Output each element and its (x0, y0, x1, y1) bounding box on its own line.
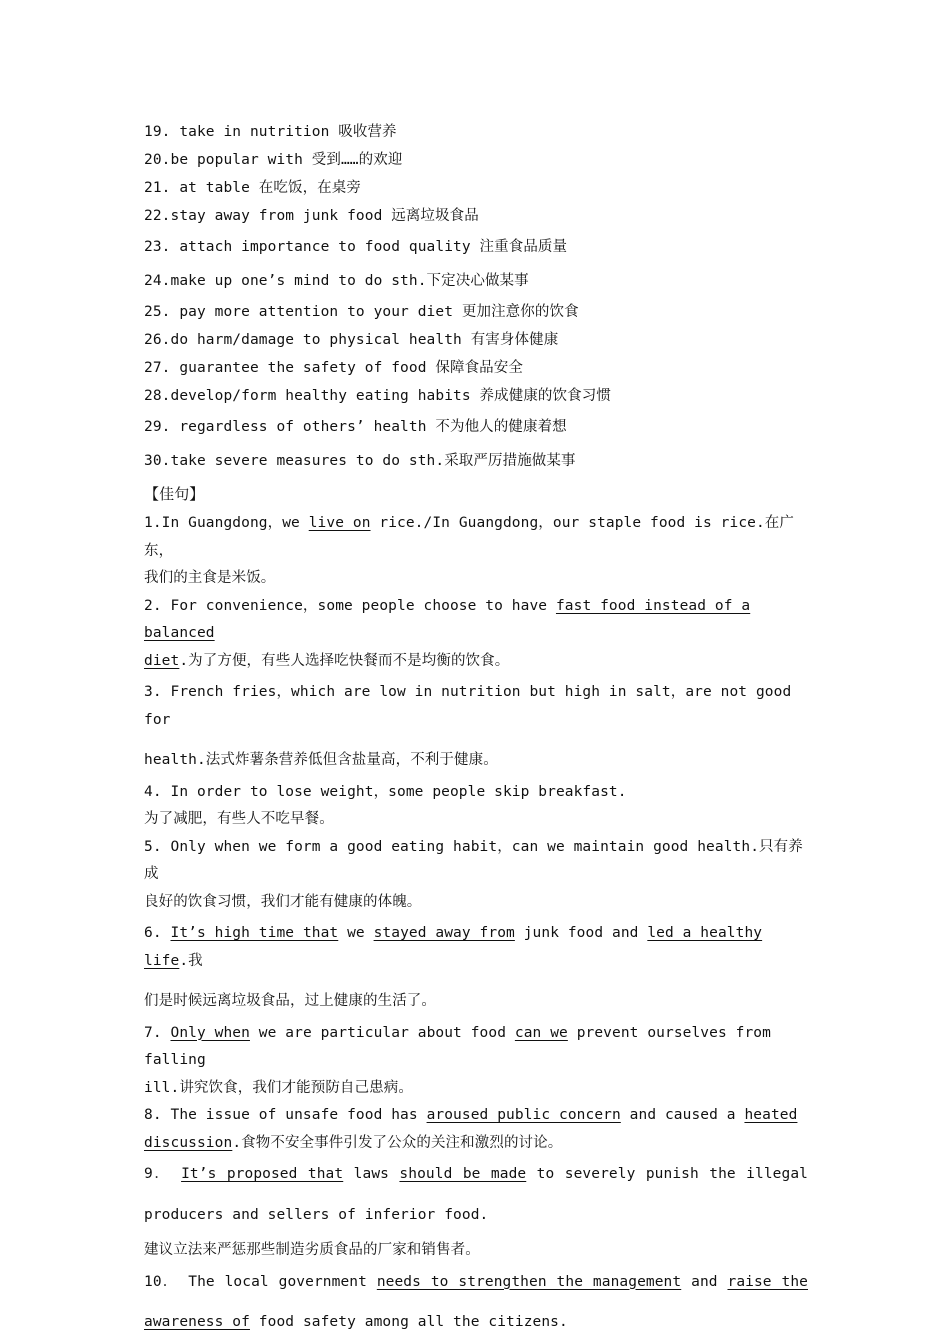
text: health.法式炸薯条营养低但含盐量高，不利于健康。 (144, 752, 498, 768)
text: .食物不安全事件引发了公众的关注和激烈的讨论。 (232, 1134, 563, 1151)
underlined-phrase: It’s high time that (170, 925, 339, 941)
sentence-7 (144, 1020, 808, 1103)
sentence-8 (144, 1102, 808, 1157)
text: laws (343, 1166, 400, 1182)
underlined-phrase: live on (308, 515, 371, 531)
text: 们是时候远离垃圾食品，过上健康的生活了。 (144, 993, 436, 1009)
text: producers and sellers of inferior food. (144, 1206, 489, 1223)
text: 为了减肥，有些人不吃早餐。 (144, 811, 334, 827)
phrase-item: 27. guarantee the safety of food 保障食品安全 (144, 360, 523, 376)
text: 建议立法来严惩那些制造劣质食品的厂家和销售者。 (144, 1242, 480, 1258)
justified-line (144, 1161, 808, 1189)
text: 我们的主食是米饭。 (144, 570, 276, 586)
text: 10． The local government (144, 1273, 377, 1290)
phrase-item: 22.stay away from junk food 远离垃圾食品 (144, 208, 479, 224)
phrase-item: 25. pay more attention to your diet 更加注意你的饮食 (144, 304, 579, 320)
sentence-9 (144, 1161, 808, 1265)
sentence-10 (144, 1269, 808, 1337)
text: food safety among all the citizens. (249, 1314, 568, 1330)
underlined-phrase: awareness of (144, 1314, 250, 1330)
text: 良好的饮食习惯，我们才能有健康的体魄。 (144, 893, 422, 910)
underlined-phrase: heated (744, 1107, 798, 1123)
sentence-3 (144, 679, 808, 775)
underlined-phrase: It’s proposed that (181, 1166, 344, 1182)
text: .我 (179, 952, 203, 969)
phrase-item: 20.be popular with 受到……的欢迎 (144, 152, 403, 168)
underlined-phrase: fast food instead of a balanced (144, 597, 751, 641)
justified-line (144, 1269, 808, 1297)
underlined-phrase: diet (144, 652, 180, 669)
text: 9． (144, 1166, 182, 1182)
text: 1.In Guangdong，we (144, 515, 309, 531)
phrase-item: 28.develop/form healthy eating habits 养成健康的饮食习惯 (144, 388, 611, 404)
underlined-phrase: should be made (399, 1166, 527, 1182)
text: and (681, 1273, 728, 1290)
underlined-phrase: aroused public concern (426, 1107, 621, 1123)
text: we are particular about food (249, 1024, 515, 1041)
text: to severely punish the illegal (526, 1166, 808, 1182)
text: 3. French fries，which are low in nutrition but high in salt，are not good for (144, 684, 792, 728)
text: 4. In order to lose weight，some people skip breakfast. (144, 783, 627, 800)
document-content (144, 118, 808, 1337)
text: 7. (144, 1024, 171, 1041)
sentence-4 (144, 779, 808, 834)
phrase-item: 23. attach importance to food quality 注重食品质量 (144, 239, 568, 255)
text: 2. For convenience，some people choose to have (144, 597, 556, 614)
sentence-6 (144, 920, 808, 1016)
underlined-phrase: can we (514, 1024, 568, 1041)
text: we (338, 925, 374, 941)
underlined-phrase: discussion (144, 1134, 233, 1151)
phrase-item: 30.take severe measures to do sth.采取严厉措施做某事 (144, 453, 576, 469)
text: 5. Only when we form a good eating habit，can we maintain good health.只有养成 (144, 838, 803, 882)
text: prevent ourselves from falling (144, 1024, 771, 1068)
text: .为了方便，有些人选择吃快餐而不是均衡的饮食。 (179, 652, 510, 669)
sentence-1 (144, 510, 808, 593)
underlined-phrase: led a healthy life (144, 925, 763, 969)
text: 6. (144, 925, 171, 941)
text: junk food and (514, 925, 648, 941)
underlined-phrase: Only when (170, 1024, 250, 1041)
sentence-5 (144, 834, 808, 917)
phrase-item: 24.make up one’s mind to do sth.下定决心做某事 (144, 273, 529, 289)
phrase-item: 21. at table 在吃饭，在桌旁 (144, 180, 361, 196)
underlined-phrase: raise the (727, 1273, 809, 1290)
text: rice./In Guangdong，our staple food is rice.在广东， (144, 515, 795, 559)
text: ill.讲究饮食，我们才能预防自己患病。 (144, 1079, 413, 1096)
phrase-item: 26.do harm/damage to physical health 有害身体健康 (144, 332, 559, 348)
text: and caused a (620, 1107, 745, 1123)
phrase-item: 19. take in nutrition 吸收营养 (144, 124, 397, 140)
underlined-phrase: stayed away from (373, 925, 515, 941)
underlined-phrase: needs to strengthen the management (376, 1273, 682, 1290)
sentence-2 (144, 593, 808, 676)
section-heading: 【佳句】 (144, 485, 205, 503)
phrase-item: 29. regardless of others’ health 不为他人的健康着想 (144, 419, 567, 435)
text: 8. The issue of unsafe food has (144, 1107, 427, 1123)
